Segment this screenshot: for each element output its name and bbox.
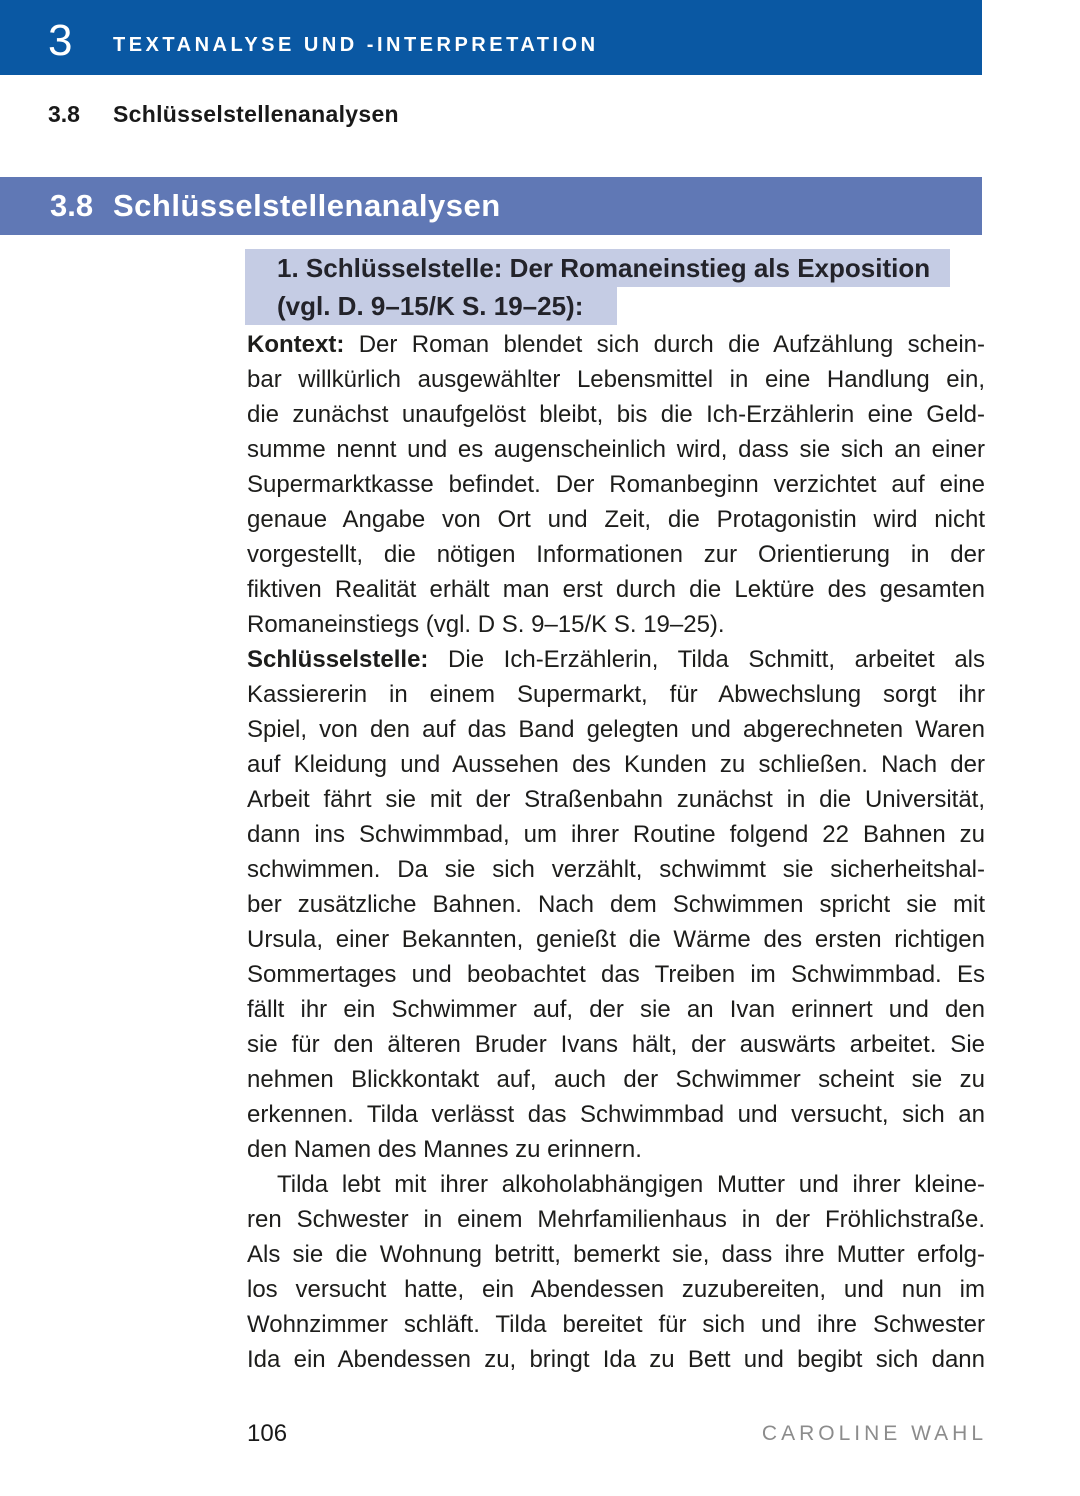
chapter-header-bar [0,0,982,75]
text-line: Kassiererin in einem Supermarkt, für Abwechslung sorgt ihr [247,681,985,708]
text-line: fällt ihr ein Schwimmer auf, der sie an Ivan erinnert und den [247,996,985,1023]
chapter-number: 3 [48,16,73,65]
text-line: Supermarktkasse befindet. Der Romanbeginn verzichtet auf eine [247,471,985,498]
text-line: schwimmen. Da sie sich verzählt, schwimmt sie sicherheitshal- [247,856,985,883]
breadcrumb-number: 3.8 [48,101,80,127]
page-footer [247,1420,987,1450]
section-number: 3.8 [50,188,94,223]
body-text [247,327,985,1377]
section-title: Schlüsselstellenanalysen [113,188,501,223]
text-line: Ursula, einer Bekannten, genießt die Wärme des ersten richtigen [247,926,985,953]
text-line: auf Kleidung und Aussehen des Kunden zu schließen. Nach der [247,751,985,778]
breadcrumb [0,101,982,129]
author-name: CAROLINE WAHL [761,1422,987,1445]
text-line: ber zusätzliche Bahnen. Nach dem Schwimmen spricht sie mit [247,891,985,918]
text-line: Schlüsselstelle: Die Ich-Erzählerin, Tilda Schmitt, arbeitet als [247,646,985,673]
text-line: Romaneinstiegs (vgl. D S. 9–15/K S. 19–25). [247,611,725,638]
text-line: (vgl. D. 9–15/K S. 19–25): [245,287,617,325]
text-line: vorgestellt, die nötigen Informationen zur Orientierung in der [247,541,985,568]
text-line: Spiel, von den auf das Band gelegten und abgerechneten Waren [247,716,985,743]
text-line: sie für den älteren Bruder Ivans hält, der auswärts arbeitet. Sie [247,1031,985,1058]
text-line: erkennen. Tilda verlässt das Schwimmbad und versucht, sich an [247,1101,985,1128]
text-line: summe nennt und es augenscheinlich wird, dass sie sich an einer [247,436,985,463]
text-line: Ida ein Abendessen zu, bringt Ida zu Bett und begibt sich dann [247,1346,985,1373]
text-line: nehmen Blickkontakt auf, auch der Schwimmer scheint sie zu [247,1066,985,1093]
text-line: ren Schwester in einem Mehrfamilienhaus in der Fröhlichstraße. [247,1206,985,1233]
text-line: Kontext: Der Roman blendet sich durch die Aufzählung schein- [247,331,985,358]
text-line: genaue Angabe von Ort und Zeit, die Protagonistin wird nicht [247,506,985,533]
text-line: los versucht hatte, ein Abendessen zuzubereiten, und nun im [247,1276,985,1303]
text-line: Als sie die Wohnung betritt, bemerkt sie, dass ihre Mutter erfolg- [247,1241,985,1268]
text-line: dann ins Schwimmbad, um ihrer Routine folgend 22 Bahnen zu [247,821,985,848]
text-line: Sommertages und beobachtet das Treiben im Schwimmbad. Es [247,961,985,988]
section-header-bar [0,177,982,235]
text-line: Tilda lebt mit ihrer alkoholabhängigen Mutter und ihrer kleine- [277,1171,985,1198]
page-number: 106 [247,1420,288,1447]
text-line: Arbeit fährt sie mit der Straßenbahn zunächst in die Universität, [247,786,985,813]
text-line: 1. Schlüsselstelle: Der Romaneinstieg als Exposition [245,249,950,287]
breadcrumb-label: Schlüsselstellenanalysen [113,101,399,127]
chapter-title: TEXTANALYSE UND -INTERPRETATION [113,34,599,56]
text-line: Wohnzimmer schläft. Tilda bereitet für sich und ihre Schwester [247,1311,985,1338]
text-line: die zunächst unaufgelöst bleibt, bis die Ich-Erzählerin eine Geld- [247,401,985,428]
text-line: den Namen des Mannes zu erinnern. [247,1136,642,1163]
key-passage-heading [245,249,950,325]
text-line: fiktiven Realität erhält man erst durch die Lektüre des gesamten [247,576,985,603]
text-line: bar willkürlich ausgewählter Lebensmittel in eine Handlung ein, [247,366,985,393]
